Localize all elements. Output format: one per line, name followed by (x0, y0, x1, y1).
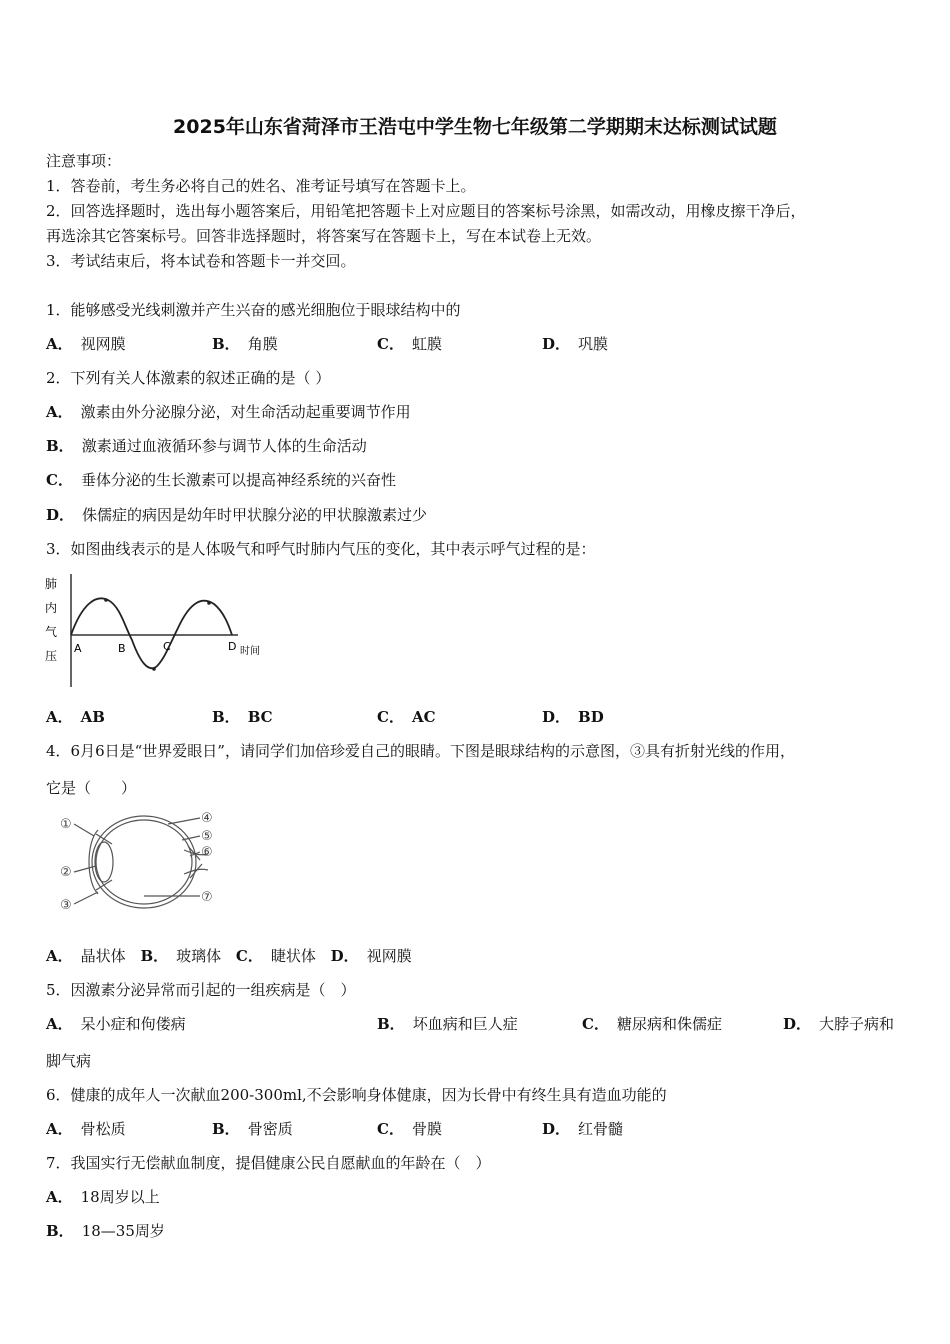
point-label: D (228, 640, 237, 653)
label-4: ④ (201, 811, 213, 826)
q5-option-d-wrap: 脚气病 (46, 1052, 92, 1070)
notice-item: 再选涂其它答案标号。回答非选择题时，将答案写在答题卡上，写在本试卷上无效。 (46, 227, 602, 245)
notice-item: 1．答卷前，考生务必将自己的姓名、准考证号填写在答题卡上。 (46, 177, 476, 195)
lens (95, 842, 113, 882)
curve-trough (152, 667, 156, 671)
label-line (168, 818, 200, 824)
q4-option-c[interactable]: C． 睫状体 (235, 947, 316, 965)
question-4-stem: 4．6月6日是“世界爱眼日”，请同学们加倍珍爱自己的眼睛。下图是眼球结构的示意图，③具有折射光线的作用， (46, 742, 795, 760)
label-6: ⑥ (201, 845, 213, 860)
y-label-char: 气 (45, 625, 58, 639)
label-1: ① (60, 817, 72, 832)
q7-option-a[interactable]: A． 18周岁以上 (46, 1188, 160, 1206)
q3-option-c[interactable]: C． AC (377, 708, 436, 726)
lung-pressure-figure (40, 572, 280, 694)
q4-option-b[interactable]: B． 玻璃体 (140, 947, 222, 965)
eyeball-diagram (58, 810, 223, 916)
q7-option-b[interactable]: B． 18—35周岁 (46, 1222, 165, 1240)
pressure-curve (71, 598, 232, 668)
x-axis-label: 时间 (240, 646, 260, 657)
q2-option-b[interactable]: B． 激素通过血液循环参与调节人体的生命活动 (46, 437, 367, 455)
q6-option-d[interactable]: D． 红骨髓 (542, 1120, 624, 1138)
point-label: B (118, 642, 126, 655)
q1-option-d[interactable]: D． 巩膜 (542, 335, 609, 353)
question-1-stem: 1．能够感受光线刺激并产生兴奋的感光细胞位于眼球结构中的 (46, 301, 461, 319)
q4-option-a[interactable]: A． 晶状体 (46, 947, 126, 965)
q5-option-c[interactable]: C． 糖尿病和侏儒症 (582, 1015, 722, 1033)
point-label: A (74, 642, 82, 655)
q1-option-b[interactable]: B． 角膜 (212, 335, 278, 353)
q2-option-d[interactable]: D． 侏儒症的病因是幼年时甲状腺分泌的甲状腺激素过少 (46, 506, 428, 524)
curve-peak (104, 598, 108, 602)
q4-option-d[interactable]: D． 视网膜 (330, 947, 412, 965)
y-label-char: 内 (45, 601, 58, 615)
q2-option-a[interactable]: A． 激素由外分泌腺分泌，对生命活动起重要调节作用 (46, 403, 411, 421)
y-label-char: 压 (45, 649, 58, 663)
cornea (89, 830, 98, 894)
q4-options (46, 946, 412, 966)
y-label-char: 肺 (45, 577, 58, 591)
question-5-stem: 5．因激素分泌异常而引起的一组疾病是（ ） (46, 981, 356, 999)
q6-option-c[interactable]: C． 骨膜 (377, 1120, 442, 1138)
label-2: ② (60, 865, 72, 880)
q3-option-d[interactable]: D． BD (542, 708, 604, 726)
label-7: ⑦ (201, 890, 213, 905)
question-3-stem: 3．如图曲线表示的是人体吸气和呼气时肺内气压的变化，其中表示呼气过程的是： (46, 540, 596, 558)
notice-heading: 注意事项： (46, 152, 122, 170)
q1-option-c[interactable]: C． 虹膜 (377, 335, 442, 353)
choroid-outline (96, 820, 192, 904)
q6-option-a[interactable]: A． 骨松质 (46, 1120, 126, 1138)
point-label: C (163, 640, 171, 653)
question-2-stem: 2．下列有关人体激素的叙述正确的是（ ） (46, 369, 331, 387)
q3-option-a[interactable]: A． AB (46, 708, 105, 726)
question-4-stem-cont: 它是（ ） (46, 779, 137, 797)
notice-item: 3．考试结束后，将本试卷和答题卡一并交回。 (46, 252, 356, 270)
q1-option-a[interactable]: A． 视网膜 (46, 335, 126, 353)
label-5: ⑤ (201, 829, 213, 844)
label-line (74, 824, 94, 836)
sclera-outline (92, 816, 196, 908)
label-3: ③ (60, 898, 72, 913)
page-title: 2025年山东省菏泽市王浩屯中学生物七年级第二学期期末达标测试试题 (173, 116, 777, 138)
notice-item: 2．回答选择题时，选出每小题答案后，用铅笔把答题卡上对应题目的答案标号涂黑，如需改动，用橡皮擦干净后， (46, 202, 806, 220)
curve-peak (207, 601, 211, 605)
q2-option-c[interactable]: C． 垂体分泌的生长激素可以提高神经系统的兴奋性 (46, 471, 396, 489)
question-7-stem: 7．我国实行无偿献血制度，提倡健康公民自愿献血的年龄在（ ） (46, 1154, 491, 1172)
q6-option-b[interactable]: B． 骨密质 (212, 1120, 293, 1138)
question-6-stem: 6．健康的成年人一次献血200-300ml,不会影响身体健康，因为长骨中有终生具有造血功能的 (46, 1086, 667, 1104)
label-line (182, 836, 200, 840)
q5-option-d[interactable]: D． 大脖子病和 (783, 1015, 895, 1033)
q5-option-a[interactable]: A． 呆小症和佝偻病 (46, 1015, 186, 1033)
q5-option-b[interactable]: B． 坏血病和巨人症 (377, 1015, 518, 1033)
q3-option-b[interactable]: B． BC (212, 708, 273, 726)
label-line (74, 892, 98, 904)
